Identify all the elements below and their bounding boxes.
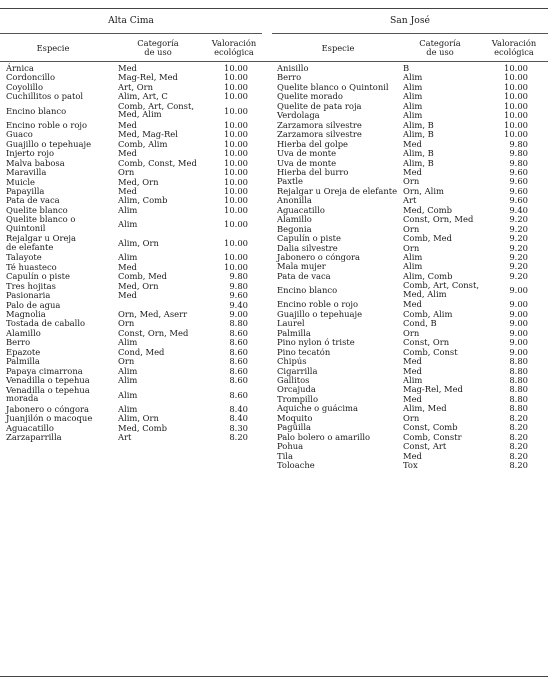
category-cell: Const, Art: [403, 441, 447, 452]
valoracion-cell: 8.60: [229, 389, 248, 400]
species-cell: Rejalgar u Oreja de elefante: [6, 233, 77, 252]
category-cell: Comb, Const, Med: [118, 157, 197, 168]
category-cell: Alim, Art, C: [118, 91, 168, 102]
valoracion-cell: 10.00: [224, 148, 248, 159]
category-cell: Alim: [118, 204, 138, 215]
table-row: [0, 149, 548, 158]
table-row: [0, 187, 548, 196]
valoracion-cell: 8.60: [229, 327, 248, 338]
species-cell: Rejalgar u Oreja de elefante: [277, 185, 398, 196]
species-cell: Pata de vaca: [277, 270, 331, 281]
valoracion-cell: 9.20: [509, 261, 528, 272]
species-cell: Quelite de pata roja: [277, 100, 362, 111]
species-cell: Quelite blanco o Quintonil: [277, 81, 389, 92]
category-cell: Alim: [118, 365, 138, 376]
valoracion-cell: 9.20: [509, 252, 528, 262]
species-cell: Encino blanco: [6, 105, 67, 116]
category-cell: Orn, Med, Aserr: [118, 309, 188, 319]
species-cell: Zarzamora silvestre: [277, 129, 362, 140]
valoracion-cell: 10.00: [224, 195, 248, 206]
species-cell: Té huasteco: [6, 261, 57, 272]
category-cell: Cond, B: [403, 318, 437, 329]
valoracion-cell: 10.00: [504, 110, 528, 121]
species-cell: Mala mujer: [277, 261, 326, 272]
category-cell: Mag-Rel, Med: [118, 72, 178, 83]
table-row: [0, 310, 548, 319]
table-row: [0, 168, 548, 177]
species-cell: Guaco: [6, 129, 33, 140]
species-cell: Tres hojitas: [6, 280, 56, 291]
valoracion-cell: 9.20: [509, 223, 528, 234]
valoracion-cell: 10.00: [224, 167, 248, 178]
category-cell: Tox: [403, 460, 418, 470]
category-cell: Alim, B: [403, 129, 434, 140]
table-row: [0, 102, 548, 111]
category-cell: Const, Orn, Med: [118, 327, 189, 338]
table-row: [0, 130, 548, 139]
species-cell: Epazote: [6, 346, 41, 357]
category-cell: Med, Orn: [118, 280, 159, 291]
species-cell: Capulín o piste: [277, 233, 341, 244]
table-row: [0, 367, 548, 376]
valoracion-cell: 10.00: [504, 119, 528, 130]
valoracion-cell: 10.00: [224, 119, 248, 130]
category-cell: Alim, Orn: [118, 413, 159, 424]
category-cell: Alim: [118, 252, 138, 263]
category-cell: Orn: [403, 412, 420, 423]
valoracion-cell: 8.80: [509, 403, 528, 414]
category-cell: Orn: [118, 356, 135, 367]
category-cell: Med: [118, 290, 137, 301]
category-cell: Med: [118, 119, 137, 130]
category-cell: Art: [118, 431, 132, 442]
category-cell: Med, Comb: [403, 204, 452, 215]
valoracion-cell: 8.80: [229, 318, 248, 329]
valoracion-cell: 8.20: [509, 460, 528, 470]
category-cell: Med: [118, 148, 137, 159]
species-cell: Trompillo: [277, 393, 319, 404]
species-cell: Coyolillo: [6, 81, 43, 92]
valoracion-cell: 9.60: [509, 195, 528, 206]
table-row: [0, 433, 548, 442]
left-header-especie: Especie: [36, 43, 70, 53]
species-cell: Muicle: [6, 176, 35, 187]
species-cell: Dalia silvestre: [277, 242, 338, 253]
valoracion-cell: 8.80: [509, 374, 528, 385]
valoracion-cell: 10.00: [224, 129, 248, 140]
valoracion-cell: 10.00: [224, 63, 248, 73]
category-cell: Alim: [403, 252, 423, 262]
species-cell: Aquiche o guácima: [277, 403, 358, 414]
species-cell: Guajillo o tepehuaje: [6, 138, 92, 149]
category-cell: Alim, Comb: [118, 195, 168, 206]
species-cell: Gallitos: [277, 374, 310, 385]
valoracion-cell: 8.20: [229, 431, 248, 442]
species-cell: Árnica: [6, 63, 34, 73]
table-row: [0, 281, 548, 300]
category-cell: Alim: [118, 389, 138, 400]
valoracion-cell: 8.40: [229, 403, 248, 414]
valoracion-cell: 9.40: [509, 204, 528, 215]
species-cell: Verdolaga: [277, 110, 320, 121]
category-cell: Med: [403, 299, 422, 310]
valoracion-cell: 10.00: [504, 72, 528, 83]
valoracion-cell: 10.00: [224, 204, 248, 215]
table-row: [0, 329, 548, 338]
species-cell: Palo de agua: [6, 299, 61, 310]
category-cell: Const, Orn, Med: [403, 214, 474, 225]
valoracion-cell: 10.00: [224, 176, 248, 187]
category-cell: Alim, Comb: [403, 270, 453, 281]
valoracion-cell: 9.80: [229, 280, 248, 291]
table-row: [0, 348, 548, 357]
species-cell: Papayilla: [6, 185, 45, 196]
valoracion-cell: 8.60: [229, 337, 248, 348]
category-cell: Med: [118, 185, 137, 196]
category-cell: Alim, Orn: [118, 238, 159, 249]
valoracion-cell: 10.00: [224, 72, 248, 83]
valoracion-cell: 10.00: [224, 138, 248, 149]
species-cell: Encino roble o rojo: [277, 299, 359, 310]
valoracion-cell: 9.00: [509, 327, 528, 338]
species-cell: Cordoncillo: [6, 72, 56, 83]
category-cell: Alim: [403, 100, 423, 111]
valoracion-cell: 9.20: [509, 214, 528, 225]
valoracion-cell: 10.00: [224, 261, 248, 272]
category-cell: Comb, Art, Const, Med, Alim: [403, 280, 479, 299]
valoracion-cell: 9.60: [509, 166, 528, 177]
valoracion-cell: 9.80: [509, 138, 528, 149]
category-cell: Comb, Constr: [403, 431, 462, 442]
species-cell: Encino blanco: [277, 285, 338, 296]
valoracion-cell: 8.20: [509, 431, 528, 442]
right-group-rule: [272, 33, 548, 34]
species-cell: Jabonero o cóngora: [277, 252, 361, 262]
valoracion-cell: 9.60: [509, 176, 528, 187]
category-cell: Orn: [118, 167, 135, 178]
species-cell: Pagüilla: [277, 422, 312, 433]
category-cell: Alim, Med: [403, 403, 447, 414]
table-row: [0, 385, 548, 394]
species-cell: Zarzaparrilla: [6, 431, 62, 442]
species-cell: Encino roble o rojo: [6, 119, 88, 130]
valoracion-cell: 8.60: [229, 356, 248, 367]
table-row: [0, 64, 548, 73]
valoracion-cell: 8.30: [229, 422, 248, 433]
species-cell: Palmilla: [277, 327, 311, 338]
valoracion-cell: 10.00: [224, 238, 248, 249]
species-cell: Alamillo: [277, 214, 312, 225]
valoracion-cell: 8.20: [509, 422, 528, 433]
table-row: [0, 92, 548, 101]
valoracion-cell: 9.20: [509, 233, 528, 244]
valoracion-cell: 10.00: [504, 129, 528, 140]
species-cell: Injerto rojo: [6, 148, 55, 159]
right-header-valoracion: Valoración ecológica: [491, 38, 537, 57]
category-cell: Med, Comb: [118, 422, 167, 433]
species-cell: Pino tecatón: [277, 346, 331, 357]
category-cell: Orn, Alim: [403, 185, 444, 196]
species-cell: Begonia: [277, 223, 312, 234]
species-cell: Toloache: [277, 460, 315, 470]
table-row: [0, 177, 548, 186]
category-cell: Med: [118, 63, 137, 73]
species-cell: Alamillo: [6, 327, 41, 338]
table-row: [0, 376, 548, 385]
species-cell: Pohua: [277, 441, 304, 452]
valoracion-cell: 9.00: [509, 346, 528, 357]
category-cell: Alim: [403, 72, 423, 83]
valoracion-cell: 8.20: [509, 412, 528, 423]
group-header-alta-cima: Alta Cima: [108, 15, 154, 26]
category-cell: Med, Mag-Rel: [118, 129, 178, 140]
table-row: [0, 395, 548, 404]
valoracion-cell: 8.60: [229, 346, 248, 357]
table-row: [0, 262, 548, 271]
species-cell: Tostada de caballo: [6, 318, 86, 329]
valoracion-cell: 8.60: [229, 365, 248, 376]
category-cell: Comb, Art, Const, Med, Alim: [118, 100, 194, 120]
species-cell: Quelite blanco: [6, 204, 68, 215]
valoracion-cell: 8.80: [509, 356, 528, 367]
table-row: [0, 414, 548, 423]
category-cell: Const, Comb: [403, 422, 458, 433]
table-row: [0, 442, 548, 451]
species-cell: Pasionaria: [6, 290, 51, 301]
category-cell: Alim: [118, 375, 138, 386]
left-group-rule: [0, 33, 262, 34]
species-cell: Orcajuda: [277, 384, 316, 395]
species-cell: Malva babosa: [6, 157, 65, 168]
valoracion-cell: 10.00: [224, 105, 248, 116]
category-cell: Comb, Med: [403, 233, 452, 244]
table-row: [0, 452, 548, 461]
species-cell: Guajillo o tepehuaje: [277, 308, 363, 319]
category-cell: Orn: [403, 176, 420, 187]
species-cell: Anonilla: [277, 195, 312, 206]
species-cell: Pata de vaca: [6, 195, 60, 206]
species-cell: Palmilla: [6, 356, 40, 367]
valoracion-cell: 10.00: [224, 252, 248, 263]
category-cell: Med: [403, 138, 422, 149]
valoracion-cell: 9.00: [509, 308, 528, 319]
table-row: [0, 253, 548, 262]
category-cell: B: [403, 63, 410, 73]
species-cell: Tila: [277, 450, 293, 461]
valoracion-cell: 9.60: [509, 185, 528, 196]
species-cell: Quelite morado: [277, 91, 343, 102]
table-row: [0, 140, 548, 149]
category-cell: Comb, Med: [118, 271, 167, 282]
valoracion-cell: 10.00: [224, 185, 248, 196]
species-cell: Pino nylon ó triste: [277, 337, 355, 348]
table-row: [0, 300, 548, 309]
species-cell: Papaya cimarrona: [6, 365, 83, 376]
valoracion-cell: 9.00: [229, 309, 248, 319]
category-cell: Mag-Rel, Med: [403, 384, 463, 395]
valoracion-cell: 10.00: [504, 100, 528, 111]
species-cell: Cigarrilla: [277, 365, 318, 376]
species-cell: Hierba del burro: [277, 166, 349, 177]
species-cell: Cuchillitos o patol: [6, 91, 84, 102]
valoracion-cell: 10.00: [504, 81, 528, 92]
species-cell: Zarzamora silvestre: [277, 119, 362, 130]
category-cell: Med: [403, 166, 422, 177]
species-cell: Palo bolero o amarillo: [277, 431, 371, 442]
species-cell: Aguacatillo: [6, 422, 54, 433]
species-cell: Jabonero o cóngora: [6, 403, 90, 414]
species-cell: Quelite blanco o Quintonil: [6, 214, 76, 233]
species-cell: Uva de monte: [277, 148, 337, 159]
category-cell: Med: [403, 356, 422, 367]
table-row: [0, 225, 548, 234]
valoracion-cell: 10.00: [224, 157, 248, 168]
valoracion-cell: 9.60: [229, 290, 248, 301]
category-cell: Med: [403, 393, 422, 404]
category-cell: Orn: [403, 242, 420, 253]
category-cell: Med: [118, 261, 137, 272]
species-cell: Chipús: [277, 356, 307, 367]
table-row: [0, 338, 548, 347]
category-cell: Alim: [118, 337, 138, 348]
category-cell: Alim: [403, 374, 423, 385]
valoracion-cell: 8.60: [229, 375, 248, 386]
table-row: [0, 196, 548, 205]
category-cell: Alim: [118, 403, 138, 414]
valoracion-cell: 8.80: [509, 384, 528, 395]
valoracion-cell: 9.20: [509, 242, 528, 253]
table-row: [0, 215, 548, 224]
species-cell: Anisillo: [277, 63, 309, 73]
table-row: [0, 244, 548, 253]
category-cell: Orn: [403, 223, 420, 234]
category-cell: Alim, B: [403, 148, 434, 159]
species-cell: Berro: [277, 72, 302, 83]
table-row: [0, 121, 548, 130]
table-row: [0, 234, 548, 243]
species-cell: Venadilla o tepehua morada: [6, 384, 90, 404]
table-row: [0, 461, 548, 470]
category-cell: Alim: [403, 81, 423, 92]
category-cell: Alim: [403, 91, 423, 102]
valoracion-cell: 9.40: [229, 299, 248, 310]
valoracion-cell: 10.00: [224, 81, 248, 92]
valoracion-cell: 8.80: [509, 393, 528, 404]
table-row: [0, 357, 548, 366]
category-cell: Orn: [118, 318, 135, 329]
valoracion-cell: 9.20: [509, 270, 528, 281]
category-cell: Orn: [403, 327, 420, 338]
category-cell: Med: [403, 450, 422, 461]
category-cell: Alim, B: [403, 119, 434, 130]
valoracion-cell: 9.00: [509, 337, 528, 348]
species-cell: Aguacatillo: [277, 204, 325, 215]
category-cell: Comb, Alim: [118, 138, 168, 149]
species-cell: Hierba del golpe: [277, 138, 349, 149]
category-cell: Med: [403, 365, 422, 376]
valoracion-cell: 10.00: [504, 91, 528, 102]
category-cell: Alim: [403, 110, 423, 121]
category-cell: Art: [403, 195, 417, 206]
table-row: [0, 111, 548, 120]
table-row: [0, 83, 548, 92]
valoracion-cell: 9.80: [229, 271, 248, 282]
right-header-categoria: Categoría de uso: [419, 38, 461, 57]
left-header-valoracion: Valoración ecológica: [211, 38, 257, 57]
right-header-especie: Especie: [321, 43, 355, 53]
valoracion-cell: 10.00: [224, 91, 248, 102]
valoracion-cell: 9.80: [509, 157, 528, 168]
species-cell: Capulín o piste: [6, 271, 70, 282]
category-cell: Alim: [403, 261, 423, 272]
left-header-categoria: Categoría de uso: [137, 38, 179, 57]
species-cell: Moquito: [277, 412, 313, 423]
species-cell: Juanjilón o macoque: [6, 413, 93, 424]
valoracion-cell: 9.00: [509, 285, 528, 296]
category-cell: Cond, Med: [118, 346, 165, 357]
valoracion-cell: 9.80: [509, 148, 528, 159]
category-cell: Alim, B: [403, 157, 434, 168]
table-row: [0, 423, 548, 432]
category-cell: Const, Orn: [403, 337, 450, 348]
species-cell: Magnolia: [6, 309, 46, 319]
table-row: [0, 404, 548, 413]
species-cell: Maravilla: [6, 167, 47, 178]
valoracion-cell: 10.00: [504, 63, 528, 73]
category-cell: Alim: [118, 219, 138, 230]
category-cell: Art, Orn: [118, 81, 154, 92]
valoracion-cell: 9.00: [509, 299, 528, 310]
valoracion-cell: 8.20: [509, 441, 528, 452]
category-cell: Comb, Const: [403, 346, 458, 357]
category-cell: Comb, Alim: [403, 308, 453, 319]
valoracion-cell: 9.00: [509, 318, 528, 329]
header-rule: [0, 61, 548, 62]
table-row: [0, 159, 548, 168]
species-cell: Talayote: [6, 252, 42, 263]
valoracion-cell: 8.40: [229, 413, 248, 424]
table-row: [0, 319, 548, 328]
bottom-rule: [0, 676, 548, 677]
valoracion-cell: 10.00: [224, 219, 248, 230]
top-rule: [0, 8, 548, 9]
table-row: [0, 73, 548, 82]
valoracion-cell: 8.80: [509, 365, 528, 376]
species-cell: Laurel: [277, 318, 305, 329]
species-cell: Uva de monte: [277, 157, 337, 168]
species-cell: Venadilla o tepehua: [6, 375, 90, 386]
species-cell: Paxtle: [277, 176, 303, 187]
category-cell: Med, Orn: [118, 176, 159, 187]
valoracion-cell: 8.20: [509, 450, 528, 461]
group-header-san-jose: San José: [390, 15, 430, 26]
species-cell: Berro: [6, 337, 31, 348]
